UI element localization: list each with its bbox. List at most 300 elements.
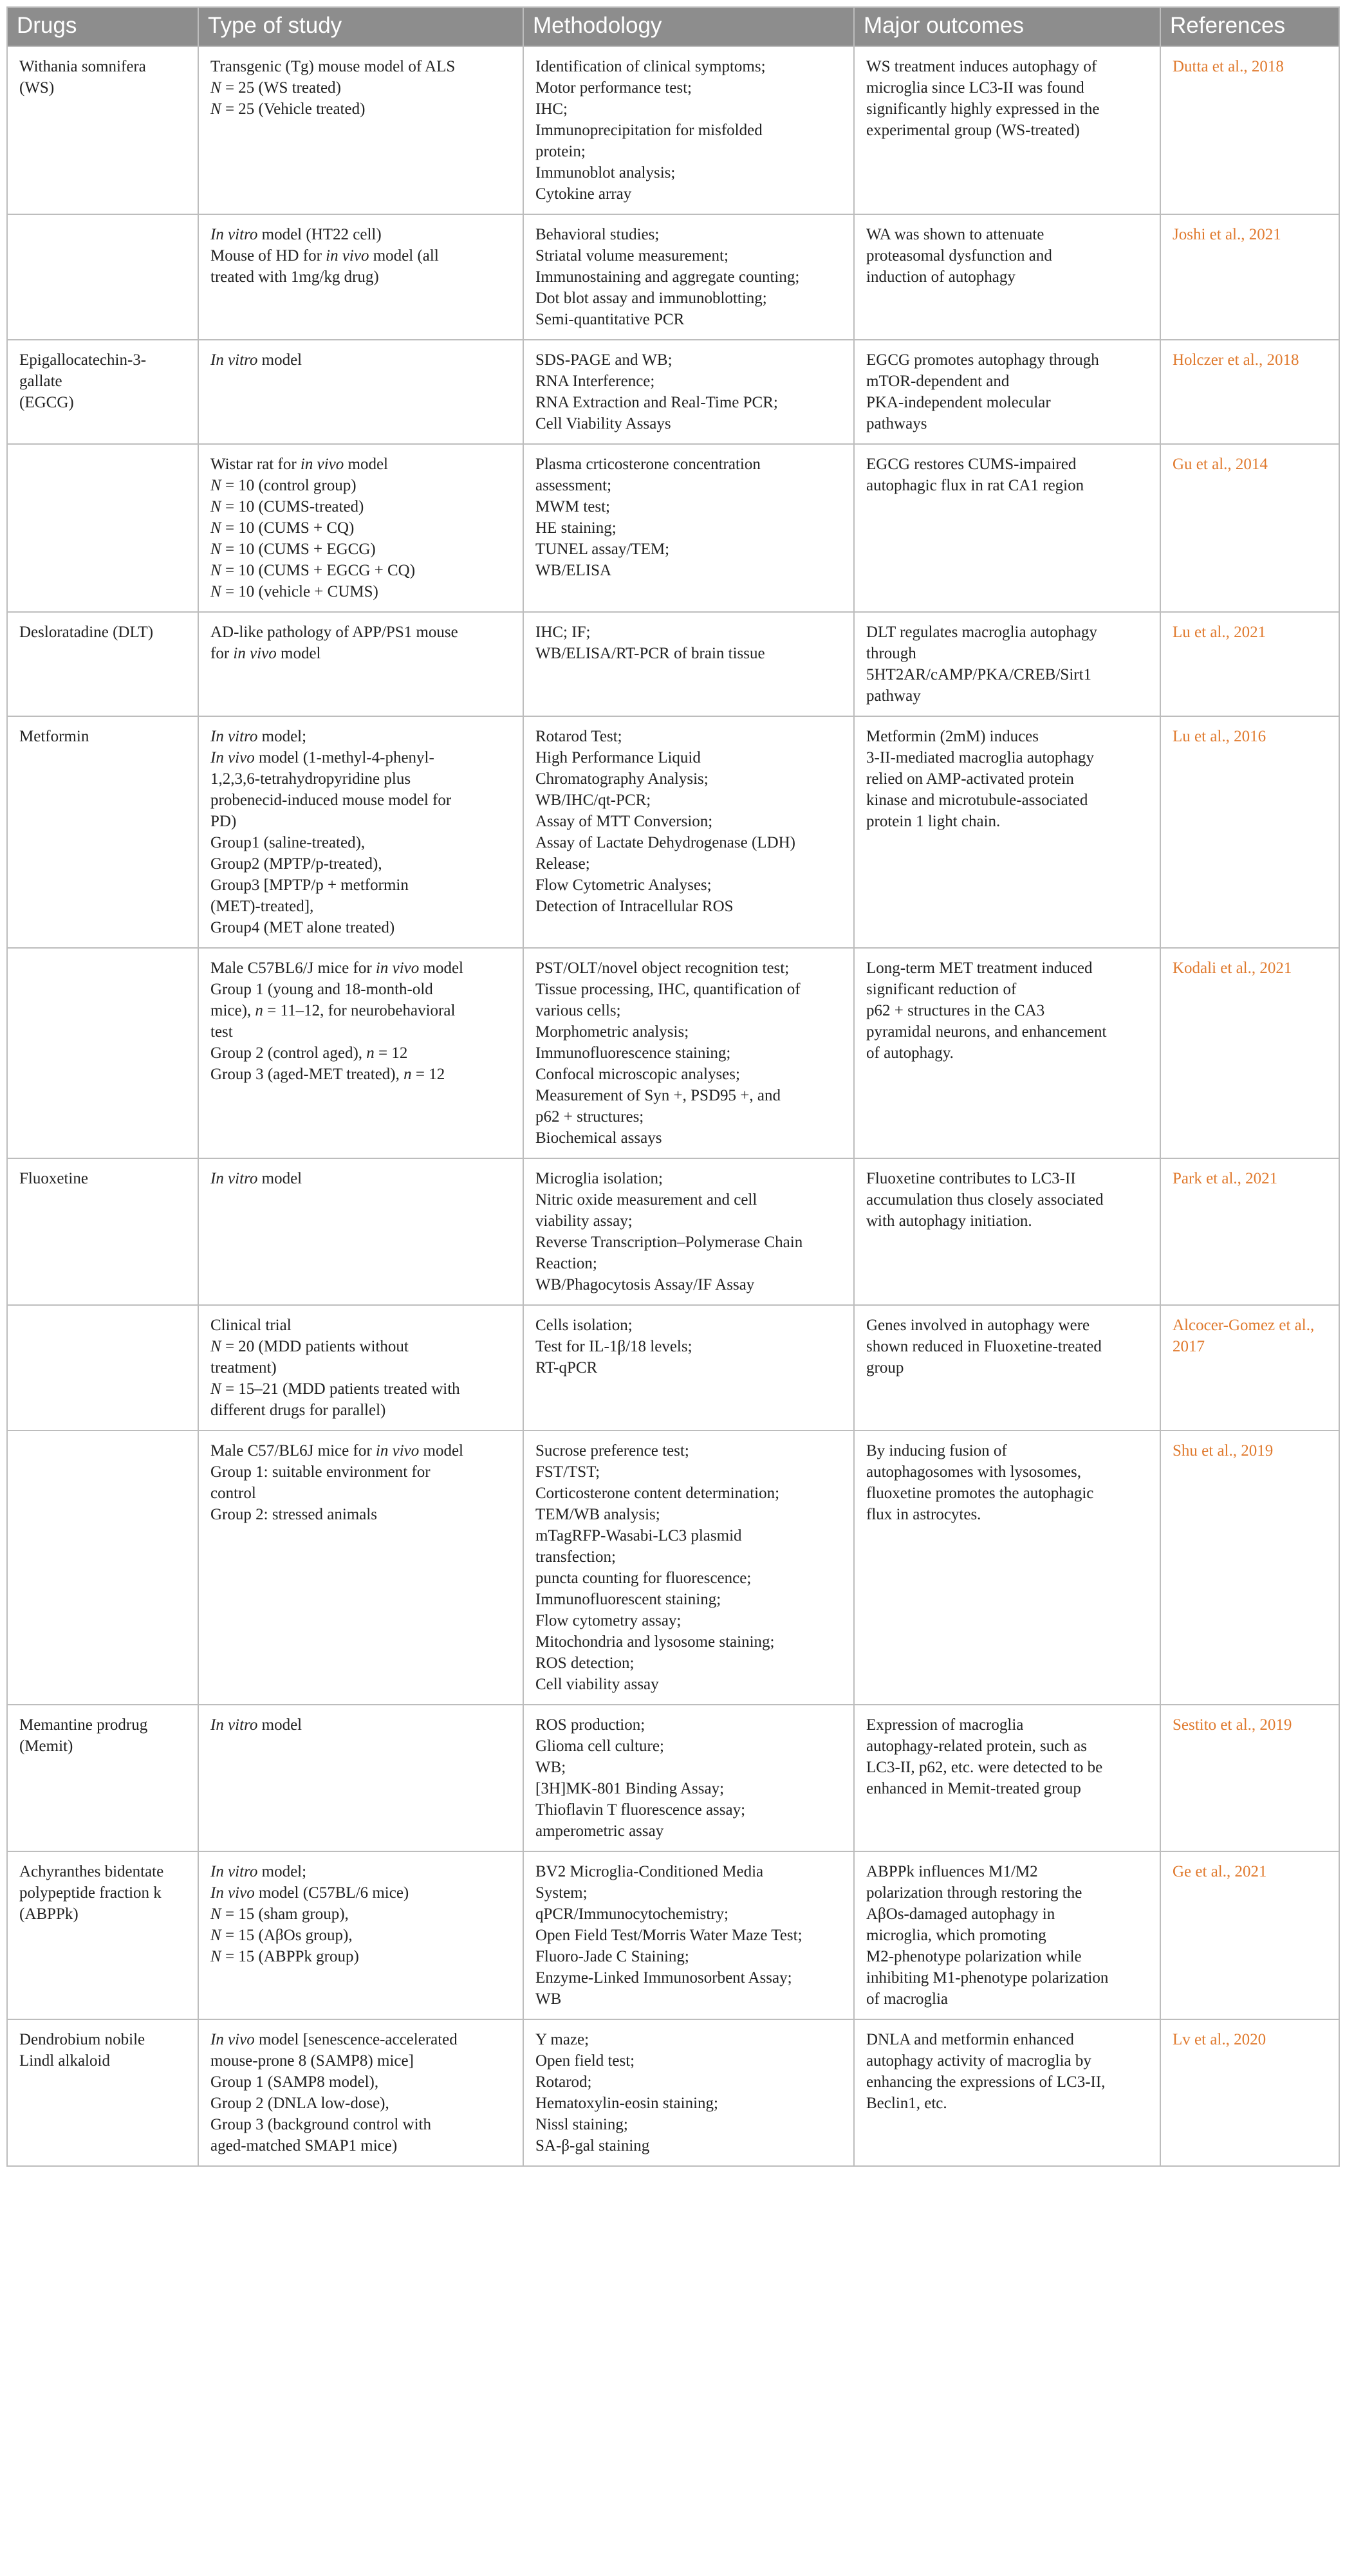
study-cell bbox=[198, 1431, 523, 1705]
cell-line: Measurement of Syn +, PSD95 +, and bbox=[535, 1087, 781, 1104]
cell-line: N = 25 (WS treated) bbox=[210, 79, 341, 97]
cell-line: significant reduction of bbox=[866, 981, 1017, 998]
cell-line: TEM/WB analysis; bbox=[535, 1506, 660, 1523]
cell-line: N = 20 (MDD patients without bbox=[210, 1338, 409, 1355]
cell-line: In vivo model (1-methyl-4-phenyl- bbox=[210, 749, 434, 766]
reference-cell bbox=[1160, 444, 1339, 612]
cell-line: Y maze; bbox=[535, 2031, 589, 2048]
cell-line: Beclin1, etc. bbox=[866, 2095, 947, 2112]
cell-line: amperometric assay bbox=[535, 1822, 664, 1840]
cell-line: IHC; bbox=[535, 100, 568, 118]
cell-line: M2-phenotype polarization while bbox=[866, 1948, 1082, 1965]
cell-line: In vitro model bbox=[210, 1170, 302, 1187]
cell-line: of autophagy. bbox=[866, 1044, 954, 1062]
cell-line: Group 1: suitable environment for bbox=[210, 1463, 431, 1481]
cell-line: Semi-quantitative PCR bbox=[535, 311, 685, 328]
cell-line: Group1 (saline-treated), bbox=[210, 834, 366, 851]
drug-cell bbox=[7, 1851, 198, 2019]
cell-line: Flow cytometry assay; bbox=[535, 1612, 682, 1629]
table-row bbox=[7, 1305, 1339, 1431]
methodology-cell bbox=[523, 1431, 854, 1705]
cell-line: Cell viability assay bbox=[535, 1676, 659, 1693]
table-row bbox=[7, 340, 1339, 444]
cell-line: Cells isolation; bbox=[535, 1317, 633, 1334]
cell-line: Transgenic (Tg) mouse model of ALS bbox=[210, 58, 456, 75]
drug-cell bbox=[7, 948, 198, 1158]
cell-line: different drugs for parallel) bbox=[210, 1402, 386, 1419]
outcome-cell bbox=[854, 214, 1160, 340]
cell-line: Nissl staining; bbox=[535, 2116, 628, 2133]
cell-line: Group 1 (SAMP8 model), bbox=[210, 2073, 379, 2091]
cell-line: In vitro model bbox=[210, 1716, 302, 1734]
cell-line: AβOs-damaged autophagy in bbox=[866, 1905, 1055, 1923]
cell-line: LC3-II, p62, etc. were detected to be bbox=[866, 1759, 1103, 1776]
table-row bbox=[7, 2019, 1339, 2166]
cell-line: Group 2 (DNLA low-dose), bbox=[210, 2095, 389, 2112]
cell-line: Metformin (2mM) induces bbox=[866, 728, 1039, 745]
reference-cell bbox=[1160, 1158, 1339, 1305]
cell-line: Wistar rat for in vivo model bbox=[210, 456, 388, 473]
cell-line: Microglia isolation; bbox=[535, 1170, 663, 1187]
cell-line: In vitro model; bbox=[210, 728, 307, 745]
cell-line: Metformin bbox=[19, 728, 89, 745]
drug-cell bbox=[7, 340, 198, 444]
cell-line: Dot blot assay and immunoblotting; bbox=[535, 290, 767, 307]
cell-line: Rotarod; bbox=[535, 2073, 592, 2091]
cell-line: shown reduced in Fluoxetine-treated bbox=[866, 1338, 1102, 1355]
drug-cell bbox=[7, 46, 198, 214]
cell-line: N = 15 (AβOs group), bbox=[210, 1927, 353, 1944]
cell-line: Group 3 (background control with bbox=[210, 2116, 431, 2133]
cell-line: Immunoblot analysis; bbox=[535, 164, 676, 181]
cell-line: WB bbox=[535, 1990, 562, 2008]
cell-line: Behavioral studies; bbox=[535, 226, 660, 243]
reference-cell bbox=[1160, 716, 1339, 948]
cell-line: Rotarod Test; bbox=[535, 728, 622, 745]
methodology-cell bbox=[523, 948, 854, 1158]
cell-line: p62 + structures in the CA3 bbox=[866, 1002, 1045, 1019]
cell-line: pathway bbox=[866, 687, 921, 705]
reference-cell bbox=[1160, 214, 1339, 340]
cell-line: Thioflavin T fluorescence assay; bbox=[535, 1801, 746, 1819]
cell-line: In vitro model; bbox=[210, 1863, 307, 1880]
reference-link[interactable]: Sestito et al., 2019 bbox=[1173, 1716, 1292, 1734]
cell-line: RT-qPCR bbox=[535, 1359, 598, 1376]
cell-line: Morphometric analysis; bbox=[535, 1023, 689, 1041]
outcome-cell bbox=[854, 2019, 1160, 2166]
cell-line: of macroglia bbox=[866, 1990, 949, 2008]
table-row bbox=[7, 214, 1339, 340]
reference-link[interactable]: Dutta et al., 2018 bbox=[1173, 58, 1284, 75]
cell-line: N = 15–21 (MDD patients treated with bbox=[210, 1380, 460, 1398]
cell-line: In vivo model [senescence-accelerated bbox=[210, 2031, 458, 2048]
cell-line: 3-II-mediated macroglia autophagy bbox=[866, 749, 1095, 766]
methodology-cell bbox=[523, 612, 854, 716]
cell-line: Reaction; bbox=[535, 1255, 597, 1272]
reference-link[interactable]: Holczer et al., 2018 bbox=[1173, 351, 1299, 369]
cell-line: Open field test; bbox=[535, 2052, 635, 2070]
cell-line: Chromatography Analysis; bbox=[535, 770, 709, 788]
cell-line: (ABPPk) bbox=[19, 1905, 79, 1923]
cell-line: SDS-PAGE and WB; bbox=[535, 351, 672, 369]
cell-line: induction of autophagy bbox=[866, 268, 1016, 286]
methodology-cell bbox=[523, 1305, 854, 1431]
cell-line: Desloratadine (DLT) bbox=[19, 624, 154, 641]
cell-line: N = 10 (CUMS + CQ) bbox=[210, 519, 355, 537]
drug-cell bbox=[7, 214, 198, 340]
methodology-cell bbox=[523, 2019, 854, 2166]
methodology-cell bbox=[523, 716, 854, 948]
methodology-cell bbox=[523, 1851, 854, 2019]
cell-line: mouse-prone 8 (SAMP8) mice] bbox=[210, 2052, 414, 2070]
cell-line: N = 10 (vehicle + CUMS) bbox=[210, 583, 378, 600]
cell-line: proteasomal dysfunction and bbox=[866, 247, 1052, 264]
cell-line: treated with 1mg/kg drug) bbox=[210, 268, 379, 286]
drug-cell bbox=[7, 444, 198, 612]
cell-line: through bbox=[866, 645, 916, 662]
cell-line: Withania somnifera bbox=[19, 58, 146, 75]
cell-line: Confocal microscopic analyses; bbox=[535, 1066, 740, 1083]
cell-line: Corticosterone content determination; bbox=[535, 1485, 780, 1502]
cell-line: ABPPk influences M1/M2 bbox=[866, 1863, 1038, 1880]
header-methodology: Methodology bbox=[523, 7, 854, 46]
cell-line: various cells; bbox=[535, 1002, 621, 1019]
reference-cell bbox=[1160, 340, 1339, 444]
cell-line: WB/Phagocytosis Assay/IF Assay bbox=[535, 1276, 755, 1293]
cell-line: PD) bbox=[210, 813, 237, 830]
cell-line: protein; bbox=[535, 143, 586, 160]
cell-line: 1,2,3,6-tetrahydropyridine plus bbox=[210, 770, 411, 788]
cell-line: N = 15 (sham group), bbox=[210, 1905, 349, 1923]
cell-line: Group2 (MPTP/p-treated), bbox=[210, 855, 382, 873]
outcome-cell bbox=[854, 1305, 1160, 1431]
study-cell bbox=[198, 2019, 523, 2166]
study-cell bbox=[198, 214, 523, 340]
outcome-cell bbox=[854, 340, 1160, 444]
cell-line: [3H]MK-801 Binding Assay; bbox=[535, 1780, 725, 1797]
cell-line: Tissue processing, IHC, quantification of bbox=[535, 981, 801, 998]
reference-cell bbox=[1160, 46, 1339, 214]
cell-line: (EGCG) bbox=[19, 394, 74, 411]
reference-link[interactable]: Shu et al., 2019 bbox=[1173, 1442, 1274, 1459]
cell-line: Fluoxetine bbox=[19, 1170, 88, 1187]
cell-line: Group 3 (aged-MET treated), n = 12 bbox=[210, 1066, 445, 1083]
cell-line: In vitro model bbox=[210, 351, 302, 369]
cell-line: microglia since LC3-II was found bbox=[866, 79, 1084, 97]
cell-line: assessment; bbox=[535, 477, 612, 494]
drug-autophagy-table bbox=[6, 6, 1340, 2167]
cell-line: relied on AMP-activated protein bbox=[866, 770, 1074, 788]
cell-line: WA was shown to attenuate bbox=[866, 226, 1044, 243]
cell-line: Fluoro-Jade C Staining; bbox=[535, 1948, 689, 1965]
reference-cell bbox=[1160, 612, 1339, 716]
methodology-cell bbox=[523, 444, 854, 612]
cell-line: IHC; IF; bbox=[535, 624, 591, 641]
cell-line: WS treatment induces autophagy of bbox=[866, 58, 1097, 75]
methodology-cell bbox=[523, 340, 854, 444]
cell-line: TUNEL assay/TEM; bbox=[535, 541, 670, 558]
cell-line: polypeptide fraction k bbox=[19, 1884, 162, 1902]
reference-link[interactable]: Park et al., 2021 bbox=[1173, 1170, 1278, 1187]
table-row bbox=[7, 1158, 1339, 1305]
study-cell bbox=[198, 612, 523, 716]
cell-line: BV2 Microglia-Conditioned Media bbox=[535, 1863, 764, 1880]
cell-line: Plasma crticosterone concentration bbox=[535, 456, 761, 473]
cell-line: N = 10 (CUMS + EGCG) bbox=[210, 541, 376, 558]
reference-link[interactable]: Lu et al., 2021 bbox=[1173, 624, 1266, 641]
cell-line: p62 + structures; bbox=[535, 1108, 644, 1126]
cell-line: Release; bbox=[535, 855, 590, 873]
reference-cell bbox=[1160, 1851, 1339, 2019]
cell-line: puncta counting for fluorescence; bbox=[535, 1570, 752, 1587]
cell-line: Male C57BL6/J mice for in vivo model bbox=[210, 959, 463, 977]
cell-line: mTagRFP-Wasabi-LC3 plasmid bbox=[535, 1527, 742, 1544]
cell-line: Group 2: stressed animals bbox=[210, 1506, 377, 1523]
cell-line: WB/IHC/qt-PCR; bbox=[535, 792, 651, 809]
cell-line: with autophagy initiation. bbox=[866, 1212, 1032, 1230]
cell-line: N = 25 (Vehicle treated) bbox=[210, 100, 366, 118]
cell-line: (Memit) bbox=[19, 1737, 73, 1755]
drug-cell bbox=[7, 716, 198, 948]
cell-line: HE staining; bbox=[535, 519, 617, 537]
cell-line: Group3 [MPTP/p + metformin bbox=[210, 876, 409, 894]
table-row bbox=[7, 948, 1339, 1158]
cell-line: control bbox=[210, 1485, 256, 1502]
cell-line: enhanced in Memit-treated group bbox=[866, 1780, 1081, 1797]
cell-line: treatment) bbox=[210, 1359, 277, 1376]
cell-line: qPCR/Immunocytochemistry; bbox=[535, 1905, 728, 1923]
cell-line: Identification of clinical symptoms; bbox=[535, 58, 766, 75]
cell-line: Enzyme-Linked Immunosorbent Assay; bbox=[535, 1969, 792, 1987]
cell-line: Immunoprecipitation for misfolded bbox=[535, 122, 763, 139]
reference-cell bbox=[1160, 2019, 1339, 2166]
cell-line: Immunofluorescent staining; bbox=[535, 1591, 721, 1608]
cell-line: ROS detection; bbox=[535, 1654, 635, 1672]
outcome-cell bbox=[854, 948, 1160, 1158]
cell-line: Assay of Lactate Dehydrogenase (LDH) bbox=[535, 834, 796, 851]
reference-link[interactable]: Lu et al., 2016 bbox=[1173, 728, 1266, 745]
cell-line: By inducing fusion of bbox=[866, 1442, 1007, 1459]
cell-line: viability assay; bbox=[535, 1212, 633, 1230]
cell-line: Immunostaining and aggregate counting; bbox=[535, 268, 800, 286]
header-major-outcomes: Major outcomes bbox=[854, 7, 1160, 46]
cell-line: transfection; bbox=[535, 1548, 616, 1566]
header-references: References bbox=[1160, 7, 1339, 46]
cell-line: Dendrobium nobile bbox=[19, 2031, 145, 2048]
cell-line: FST/TST; bbox=[535, 1463, 600, 1481]
outcome-cell bbox=[854, 1851, 1160, 2019]
cell-line: Glioma cell culture; bbox=[535, 1737, 664, 1755]
cell-line: Group4 (MET alone treated) bbox=[210, 919, 395, 936]
cell-line: WB/ELISA bbox=[535, 562, 612, 579]
cell-line: autophagy-related protein, such as bbox=[866, 1737, 1087, 1755]
study-cell bbox=[198, 1705, 523, 1851]
cell-line: Immunofluorescence staining; bbox=[535, 1044, 731, 1062]
cell-line: Group 1 (young and 18-month-old bbox=[210, 981, 433, 998]
table-row bbox=[7, 716, 1339, 948]
cell-line: Hematoxylin-eosin staining; bbox=[535, 2095, 718, 2112]
drug-cell bbox=[7, 1305, 198, 1431]
cell-line: Male C57/BL6J mice for in vivo model bbox=[210, 1442, 463, 1459]
cell-line: ROS production; bbox=[535, 1716, 645, 1734]
reference-link[interactable]: Ge et al., 2021 bbox=[1173, 1863, 1267, 1880]
cell-line: DNLA and metformin enhanced bbox=[866, 2031, 1074, 2048]
cell-line: autophagy activity of macroglia by bbox=[866, 2052, 1091, 2070]
cell-line: test bbox=[210, 1023, 233, 1041]
study-cell bbox=[198, 1305, 523, 1431]
cell-line: Epigallocatechin-3- bbox=[19, 351, 147, 369]
cell-line: aged-matched SMAP1 mice) bbox=[210, 2137, 398, 2154]
cell-line: Cytokine array bbox=[535, 185, 632, 203]
study-cell bbox=[198, 716, 523, 948]
cell-line: autophagic flux in rat CA1 region bbox=[866, 477, 1084, 494]
table-row bbox=[7, 1705, 1339, 1851]
table-body bbox=[7, 46, 1339, 2166]
cell-line: Mitochondria and lysosome staining; bbox=[535, 1633, 775, 1651]
cell-line: fluoxetine promotes the autophagic bbox=[866, 1485, 1094, 1502]
cell-line: Genes involved in autophagy were bbox=[866, 1317, 1090, 1334]
table-row bbox=[7, 444, 1339, 612]
cell-line: Motor performance test; bbox=[535, 79, 692, 97]
study-cell bbox=[198, 46, 523, 214]
cell-line: group bbox=[866, 1359, 904, 1376]
reference-link[interactable]: 2017 bbox=[1173, 1338, 1205, 1355]
cell-line: Clinical trial bbox=[210, 1317, 292, 1334]
cell-line: significantly highly expressed in the bbox=[866, 100, 1100, 118]
cell-line: Test for IL-1β/18 levels; bbox=[535, 1338, 692, 1355]
cell-line: N = 15 (ABPPk group) bbox=[210, 1948, 359, 1965]
cell-line: System; bbox=[535, 1884, 588, 1902]
reference-cell bbox=[1160, 1705, 1339, 1851]
cell-line: WB; bbox=[535, 1759, 566, 1776]
cell-line: Cell Viability Assays bbox=[535, 415, 671, 432]
drug-cell bbox=[7, 1431, 198, 1705]
cell-line: Sucrose preference test; bbox=[535, 1442, 689, 1459]
cell-line: N = 10 (CUMS + EGCG + CQ) bbox=[210, 562, 416, 579]
cell-line: (WS) bbox=[19, 79, 55, 97]
cell-line: accumulation thus closely associated bbox=[866, 1191, 1104, 1209]
cell-line: Memantine prodrug bbox=[19, 1716, 148, 1734]
cell-line: Expression of macroglia bbox=[866, 1716, 1024, 1734]
cell-line: In vitro model (HT22 cell) bbox=[210, 226, 382, 243]
outcome-cell bbox=[854, 716, 1160, 948]
cell-line: autophagosomes with lysosomes, bbox=[866, 1463, 1082, 1481]
header-type-of-study: Type of study bbox=[198, 7, 523, 46]
cell-line: RNA Interference; bbox=[535, 373, 655, 390]
cell-line: Striatal volume measurement; bbox=[535, 247, 728, 264]
cell-line: PST/OLT/novel object recognition test; bbox=[535, 959, 790, 977]
study-cell bbox=[198, 444, 523, 612]
cell-line: pathways bbox=[866, 415, 927, 432]
table-row bbox=[7, 1851, 1339, 2019]
cell-line: SA-β-gal staining bbox=[535, 2137, 650, 2154]
cell-line: PKA-independent molecular bbox=[866, 394, 1051, 411]
cell-line: Flow Cytometric Analyses; bbox=[535, 876, 712, 894]
cell-line: Long-term MET treatment induced bbox=[866, 959, 1093, 977]
study-cell bbox=[198, 948, 523, 1158]
cell-line: flux in astrocytes. bbox=[866, 1506, 981, 1523]
drug-cell bbox=[7, 1705, 198, 1851]
cell-line: Open Field Test/Morris Water Maze Test; bbox=[535, 1927, 802, 1944]
cell-line: Reverse Transcription–Polymerase Chain bbox=[535, 1234, 803, 1251]
reference-link[interactable]: Alcocer-Gomez et al., bbox=[1173, 1317, 1315, 1334]
drug-cell bbox=[7, 2019, 198, 2166]
table-row bbox=[7, 612, 1339, 716]
cell-line: Group 2 (control aged), n = 12 bbox=[210, 1044, 408, 1062]
cell-line: Detection of Intracellular ROS bbox=[535, 898, 734, 915]
outcome-cell bbox=[854, 1705, 1160, 1851]
outcome-cell bbox=[854, 46, 1160, 214]
reference-link[interactable]: Joshi et al., 2021 bbox=[1173, 226, 1281, 243]
cell-line: probenecid-induced mouse model for bbox=[210, 792, 452, 809]
cell-line: MWM test; bbox=[535, 498, 610, 515]
methodology-cell bbox=[523, 1705, 854, 1851]
cell-line: DLT regulates macroglia autophagy bbox=[866, 624, 1097, 641]
cell-line: kinase and microtubule-associated bbox=[866, 792, 1088, 809]
cell-line: (MET)-treated], bbox=[210, 898, 314, 915]
cell-line: polarization through restoring the bbox=[866, 1884, 1082, 1902]
study-cell bbox=[198, 340, 523, 444]
reference-cell bbox=[1160, 1305, 1339, 1431]
cell-line: AD-like pathology of APP/PS1 mouse bbox=[210, 624, 458, 641]
reference-cell bbox=[1160, 1431, 1339, 1705]
cell-line: EGCG promotes autophagy through bbox=[866, 351, 1099, 369]
cell-line: Biochemical assays bbox=[535, 1129, 662, 1147]
methodology-cell bbox=[523, 214, 854, 340]
outcome-cell bbox=[854, 612, 1160, 716]
cell-line: WB/ELISA/RT-PCR of brain tissue bbox=[535, 645, 765, 662]
cell-line: In vivo model (C57BL/6 mice) bbox=[210, 1884, 409, 1902]
reference-link[interactable]: Gu et al., 2014 bbox=[1173, 456, 1268, 473]
table-row bbox=[7, 1431, 1339, 1705]
outcome-cell bbox=[854, 1158, 1160, 1305]
cell-line: 5HT2AR/cAMP/PKA/CREB/Sirt1 bbox=[866, 666, 1092, 683]
cell-line: enhancing the expressions of LC3-II, bbox=[866, 2073, 1106, 2091]
cell-line: pyramidal neurons, and enhancement bbox=[866, 1023, 1107, 1041]
outcome-cell bbox=[854, 444, 1160, 612]
cell-line: Mouse of HD for in vivo model (all bbox=[210, 247, 439, 264]
cell-line: mice), n = 11–12, for neurobehavioral bbox=[210, 1002, 456, 1019]
cell-line: N = 10 (control group) bbox=[210, 477, 357, 494]
header-drugs: Drugs bbox=[7, 7, 198, 46]
cell-line: for in vivo model bbox=[210, 645, 321, 662]
outcome-cell bbox=[854, 1431, 1160, 1705]
reference-link[interactable]: Kodali et al., 2021 bbox=[1173, 959, 1292, 977]
cell-line: Assay of MTT Conversion; bbox=[535, 813, 713, 830]
cell-line: mTOR-dependent and bbox=[866, 373, 1010, 390]
cell-line: High Performance Liquid bbox=[535, 749, 701, 766]
cell-line: Nitric oxide measurement and cell bbox=[535, 1191, 757, 1209]
cell-line: N = 10 (CUMS-treated) bbox=[210, 498, 364, 515]
reference-cell bbox=[1160, 948, 1339, 1158]
header-row bbox=[7, 7, 1339, 46]
cell-line: EGCG restores CUMS-impaired bbox=[866, 456, 1077, 473]
cell-line: inhibiting M1-phenotype polarization bbox=[866, 1969, 1109, 1987]
drug-cell bbox=[7, 612, 198, 716]
drug-cell bbox=[7, 1158, 198, 1305]
study-cell bbox=[198, 1851, 523, 2019]
cell-line: experimental group (WS-treated) bbox=[866, 122, 1080, 139]
cell-line: RNA Extraction and Real-Time PCR; bbox=[535, 394, 778, 411]
reference-link[interactable]: Lv et al., 2020 bbox=[1173, 2031, 1266, 2048]
cell-line: Fluoxetine contributes to LC3-II bbox=[866, 1170, 1076, 1187]
table-row bbox=[7, 46, 1339, 214]
cell-line: gallate bbox=[19, 373, 62, 390]
cell-line: Achyranthes bidentate bbox=[19, 1863, 164, 1880]
methodology-cell bbox=[523, 1158, 854, 1305]
cell-line: Lindl alkaloid bbox=[19, 2052, 110, 2070]
cell-line: protein 1 light chain. bbox=[866, 813, 1001, 830]
